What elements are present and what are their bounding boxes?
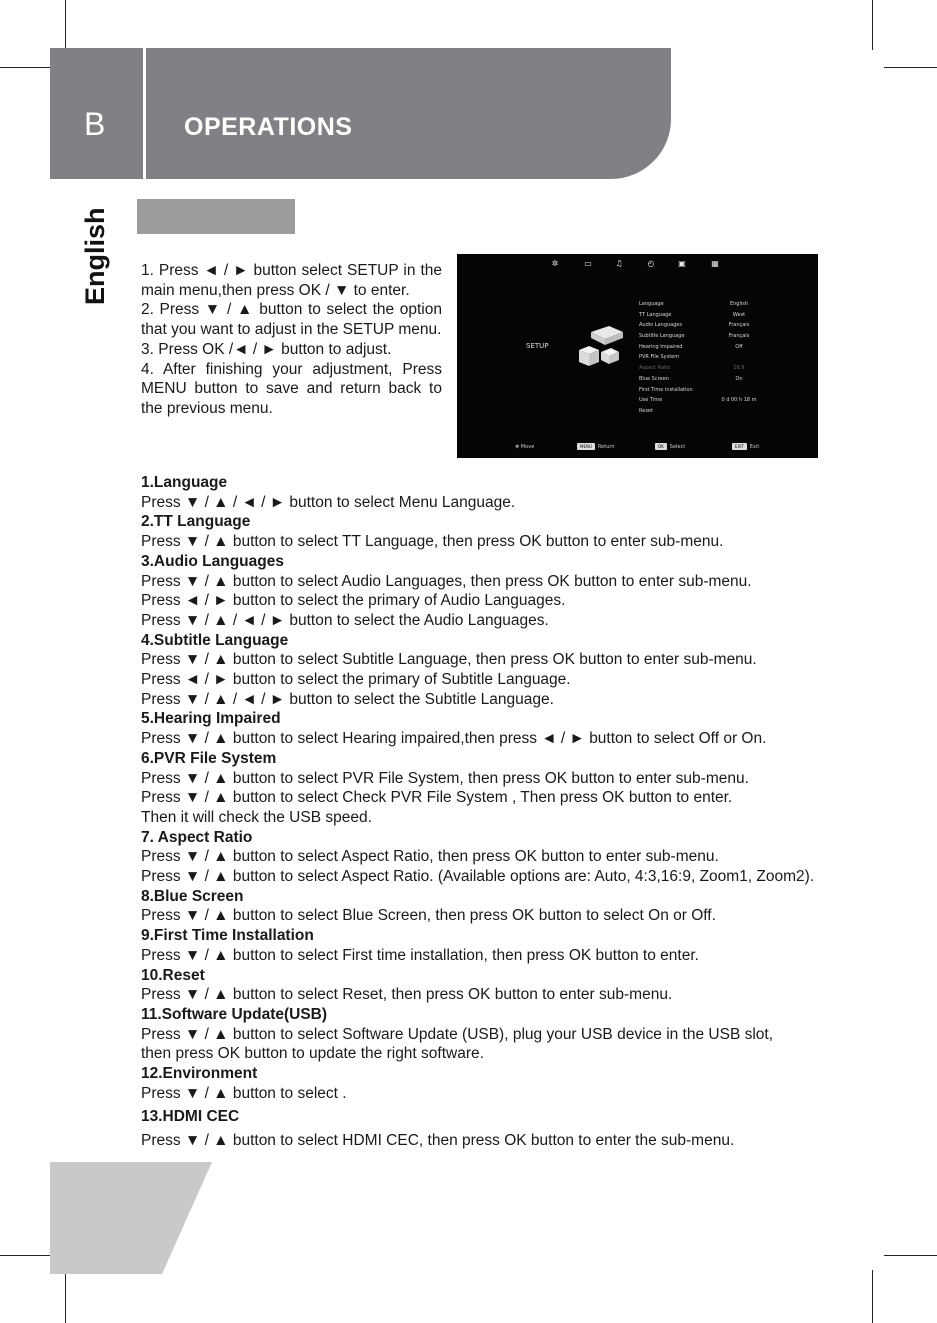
section-line: Press ▼ / ▲ button to select . (141, 1084, 347, 1102)
section-hdmi-cec (141, 1107, 871, 1151)
section-hearing-impaired (141, 709, 871, 748)
tv-setup-menu (639, 299, 809, 417)
setup-options-list (141, 473, 871, 1151)
tv-hint-select (655, 443, 685, 452)
section-aspect-ratio (141, 828, 871, 887)
section-blue-screen (141, 887, 871, 926)
tv-hint-label: Select (669, 444, 686, 450)
tv-menu-value: West (732, 311, 746, 318)
tv-menu-value: On (735, 375, 743, 382)
intro-step: 3. Press OK /◄ / ► button to adjust. (141, 340, 392, 358)
crop-mark (0, 67, 50, 68)
tv-menu-item (639, 374, 809, 385)
tv-menu-item (639, 363, 809, 374)
tv-icon-bar (457, 258, 818, 272)
tv-hint-label: Exit (749, 444, 760, 450)
intro-step: 2. Press ▼ / ▲ button to select the option that you want to adjust in the SETUP menu. (141, 301, 442, 339)
crop-mark (65, 1270, 66, 1323)
section-heading: 4.Subtitle Language (141, 631, 289, 649)
intro-step: 4. After finishing your adjustment, Press MENU button to save and return back to the previous menu. (141, 360, 442, 417)
tv-hint-move (515, 443, 534, 452)
tv-menu-value: 16:9 (733, 365, 745, 372)
tv-menu-item (639, 299, 809, 310)
tv-menu-label: Subtitle Language (639, 333, 685, 340)
section-heading: 3.Audio Languages (141, 552, 284, 570)
language-tab-label: English (80, 207, 110, 305)
section-line: Press ▼ / ▲ / ◄ / ► button to select the Audio Languages. (141, 611, 549, 629)
tv-hint-exit (732, 443, 759, 452)
section-line: Press ▼ / ▲ button to select Audio Languages, then press OK button to enter sub-menu. (141, 572, 752, 590)
intro-steps (141, 261, 442, 419)
tv-setup-label: SETUP (526, 342, 549, 350)
section-heading: 12.Environment (141, 1065, 258, 1083)
section-line: Press ▼ / ▲ / ◄ / ► button to select Menu Language. (141, 493, 516, 511)
section-audio-languages (141, 552, 871, 631)
section-line: Press ▼ / ▲ button to select Check PVR File System , Then press OK button to enter. (141, 789, 733, 807)
tv-menu-label: TT Language (639, 311, 672, 318)
lock-icon: ▣ (678, 259, 686, 268)
section-heading: 5.Hearing Impaired (141, 710, 281, 728)
section-line: Press ▼ / ▲ button to select TT Language, then press OK button to enter sub-menu. (141, 533, 724, 551)
tv-setup-screenshot (457, 254, 818, 458)
tv-menu-label: PVR File System (639, 354, 680, 361)
section-heading: 1.Language (141, 474, 228, 491)
tv-menu-item (639, 395, 809, 406)
section-heading: 8.Blue Screen (141, 887, 244, 905)
crop-mark (884, 1255, 937, 1256)
intro-step: 1. Press ◄ / ► button select SETUP in the main menu,then press OK / ▼ to enter. (141, 262, 442, 299)
section-line: Press ▼ / ▲ button to select Aspect Ratio, then press OK button to enter sub-menu. (141, 848, 719, 866)
tv-menu-label: Hearing Impaired (639, 343, 683, 350)
tv-menu-value: Français (728, 333, 750, 340)
gear-icon: ✲ (551, 259, 559, 268)
crop-mark (872, 1270, 873, 1323)
section-line: Press ▼ / ▲ button to select Hearing impaired,then press ◄ / ► button to select Off or On. (141, 730, 767, 748)
header-divider (143, 48, 146, 179)
section-heading: 6.PVR File System (141, 749, 277, 767)
tv-menu-item (639, 385, 809, 396)
tv-menu-label: First Time Installation (639, 386, 693, 393)
crop-mark (872, 0, 873, 50)
section-line: Press ▼ / ▲ button to select HDMI CEC, then press OK button to enter the sub-menu. (141, 1132, 735, 1150)
tv-menu-value: Off (735, 343, 743, 350)
section-pvr-file-system (141, 749, 871, 828)
setup-blocks-icon (577, 324, 625, 368)
section-heading: 11.Software Update(USB) (141, 1005, 328, 1023)
move-arrows-icon: ✥ (515, 444, 520, 450)
exit-key-badge: EXIT (732, 443, 747, 450)
section-line: Press ▼ / ▲ button to select PVR File System, then press OK button to enter sub-menu. (141, 769, 749, 787)
tv-menu-label: Use Time (639, 397, 663, 404)
tv-menu-item (639, 331, 809, 342)
page-title: OPERATIONS (184, 113, 353, 141)
chapter-letter: B (84, 106, 106, 142)
section-line: Press ▼ / ▲ button to select Software Update (USB), plug your USB device in the USB slot, (141, 1025, 774, 1043)
monitor-icon: ▭ (584, 259, 592, 268)
section-bar (137, 199, 295, 234)
tv-menu-item (639, 406, 809, 417)
tv-hint-return (577, 443, 615, 452)
tv-menu-label: Aspect Ratio (639, 365, 671, 372)
crop-mark (0, 1255, 50, 1256)
tv-menu-item (639, 352, 809, 363)
section-heading: 2.TT Language (141, 513, 251, 531)
section-line: Press ◄ / ► button to select the primary of Subtitle Language. (141, 671, 571, 689)
section-line: then press OK button to update the right software. (141, 1045, 484, 1063)
section-reset (141, 966, 871, 1005)
section-line: Press ▼ / ▲ button to select First time installation, then press OK button to enter. (141, 946, 699, 964)
tv-menu-label: Language (639, 301, 664, 307)
clock-icon: ◴ (647, 259, 655, 268)
tv-menu-item (639, 310, 809, 321)
tv-menu-value: Français (728, 322, 750, 329)
crop-mark (65, 0, 66, 50)
section-first-time-installation (141, 926, 871, 965)
tv-menu-label: Reset (639, 407, 653, 414)
section-line: Press ▼ / ▲ button to select Subtitle Language, then press OK button to enter sub-menu. (141, 651, 757, 669)
section-heading: 7. Aspect Ratio (141, 828, 253, 846)
footer-tab-decoration (50, 1162, 212, 1274)
section-line: Press ▼ / ▲ button to select Aspect Ratio. (Available options are: Auto, 4:3,16:9, Zoom1, Zoom2). (141, 868, 815, 886)
tv-menu-label: Audio Languages (639, 322, 683, 329)
crop-mark (884, 67, 937, 68)
tv-menu-item (639, 342, 809, 353)
tv-menu-value: English (729, 301, 749, 307)
section-language (141, 473, 871, 512)
section-software-update (141, 1005, 871, 1064)
section-line: Then it will check the USB speed. (141, 808, 372, 826)
section-heading: 9.First Time Installation (141, 927, 314, 945)
tv-menu-label: Blue Screen (639, 375, 669, 382)
section-line: Press ▼ / ▲ / ◄ / ► button to select the Subtitle Language. (141, 690, 554, 708)
tv-hint-label: Move (520, 444, 535, 450)
section-subtitle-language (141, 631, 871, 710)
tv-hint-label: Return (597, 444, 615, 450)
music-icon: ♫ (615, 259, 623, 268)
section-heading: 13.HDMI CEC (141, 1107, 240, 1125)
grid-icon: ▦ (711, 259, 719, 268)
section-line: Press ▼ / ▲ button to select Reset, then press OK button to enter sub-menu. (141, 986, 673, 1004)
section-line: Press ◄ / ► button to select the primary of Audio Languages. (141, 592, 566, 610)
tv-menu-value: 0 d 00 h 18 m (721, 397, 757, 404)
ok-key-badge: OK (655, 443, 667, 450)
tv-footer-hints (457, 443, 818, 453)
section-line: Press ▼ / ▲ button to select Blue Screen, then press OK button to select On or Off. (141, 907, 716, 925)
section-tt-language (141, 512, 871, 551)
section-heading: 10.Reset (141, 966, 205, 984)
menu-key-badge: MENU (577, 443, 595, 450)
tv-menu-item (639, 320, 809, 331)
section-environment (141, 1064, 871, 1103)
